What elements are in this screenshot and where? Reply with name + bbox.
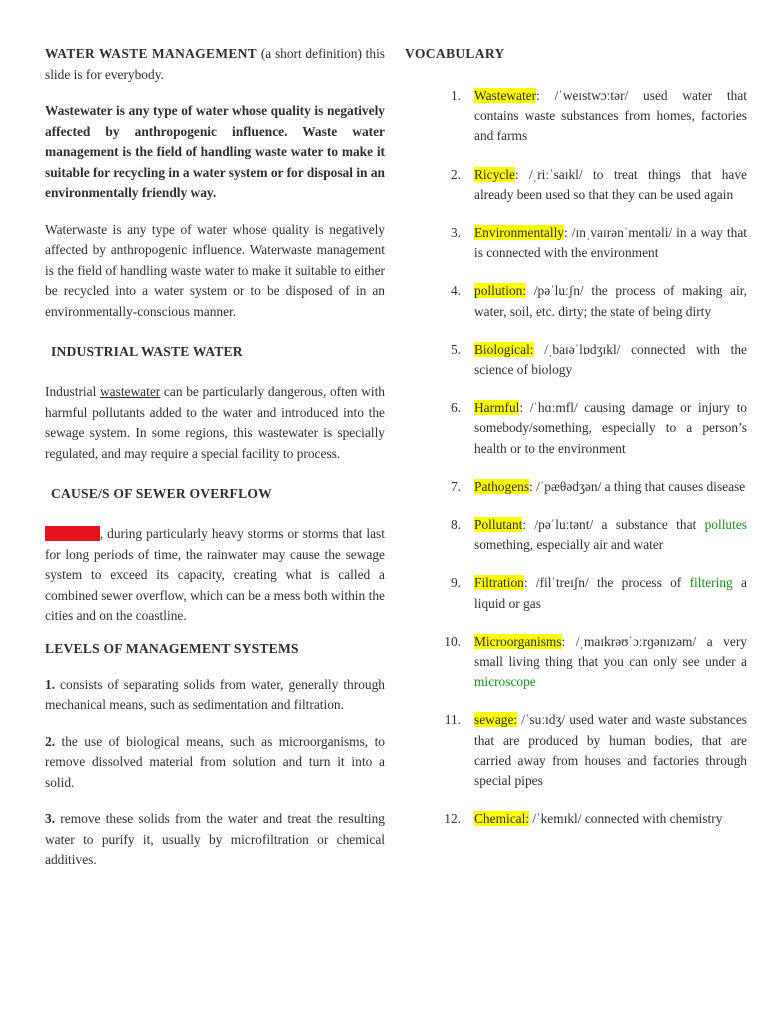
vocabulary-item (405, 710, 747, 791)
vocab-definition: /pəˈluːʃn/ the process of making air, water, soil, etc. dirty; the state of being dirty (474, 283, 747, 319)
vocabulary-item (405, 165, 747, 205)
vocabulary-list (405, 86, 747, 829)
level-text: the use of biological means, such as microorganisms, to remove dissolved material from solution and turn it into a solid. (45, 733, 385, 790)
item-number: 5. (450, 341, 461, 357)
intro-line (45, 44, 385, 85)
vocabulary-item (405, 632, 747, 693)
vocabulary-item (405, 223, 747, 263)
item-number: 6. (450, 400, 461, 416)
bold-definition: Wastewater is any type of water whose quality is negatively affected by anthropogenic influence. Waste water management is the field of handling waste water to make it suitable for recycling in a water system or for disposal in an environmentally friendly way. (45, 103, 385, 200)
overflow-paragraph (45, 524, 385, 627)
industrial-post: can be particularly dangerous, often with harmful pollutants added to the water and introduced into the sewage system. In some regions, this wastewater is specially regulated, and may require a special facility to process. (45, 384, 385, 461)
vocab-definition: /ˌbaɪəˈlɒdʒɪkl/ connected with the science of biology (474, 341, 747, 378)
vocab-definition: /ˈweɪstwɔːtər/ used water that contains waste substances from homes, factories and farms (474, 88, 747, 144)
vocab-definition: /ˈkemɪkl/ connected with chemistry (532, 811, 723, 827)
term-separator: : (522, 517, 535, 533)
term-separator (534, 342, 545, 357)
vocab-term: Pollutant (474, 517, 523, 533)
vocab-definition: /ˈhɑːmfl/ causing damage or injury to somebody/something, especially to a person’s health or to the environment (474, 400, 747, 456)
term-separator: : (523, 575, 536, 591)
level-item-2 (45, 732, 385, 794)
vocabulary-item (405, 398, 747, 459)
vocabulary-item (405, 809, 747, 829)
level-number: 2. (45, 733, 56, 749)
term-separator: : (514, 166, 530, 182)
level-text: consists of separating solids from water, generally through mechanical means, such as sedimentation and filtration. (45, 676, 385, 712)
levels-heading: LEVELS OF MANAGEMENT SYSTEMS (45, 640, 299, 656)
item-number: 7. (450, 478, 461, 494)
item-number: 3. (450, 225, 461, 241)
level-number: 1. (45, 676, 56, 692)
vocab-definition-end: something, especially air and water (474, 537, 664, 553)
vocab-term: Environmentally (474, 225, 564, 241)
overflow-heading: CAUSE/S OF SEWER OVERFLOW (51, 486, 272, 501)
term-separator: : (529, 478, 537, 494)
vocabulary-item (405, 281, 747, 321)
term-separator (526, 283, 534, 298)
wastewater-link[interactable]: wastewater (100, 384, 161, 399)
vocab-definition: /ˈpæθədʒən/ a thing that causes disease (536, 478, 746, 494)
item-number: 1. (450, 88, 461, 103)
vocabulary-heading: VOCABULARY (405, 46, 505, 61)
industrial-pre: Industrial (45, 384, 101, 399)
item-number: 4. (450, 283, 461, 299)
title-suffix: (a short definition) this slide is for everybody. (45, 46, 386, 82)
vocab-term: pollution: (474, 283, 527, 299)
vocab-definition: /ˈsuːɪdʒ/ used water and waste substances that are produced by human bodies, that are carried away from houses and factories through special pipes (474, 712, 747, 789)
term-separator: : (561, 633, 576, 649)
overflow-text: , during particularly heavy storms or storms that last for long periods of time, the rainwater may cause the sewage system to exceed its capacity, creating what is called a combined sewer overflow, which can be a mess both within the cities and on the coastline. (45, 526, 385, 623)
vocabulary-item (405, 515, 747, 555)
vocab-term: sewage: (474, 712, 518, 728)
vocab-definition: /filˈtreɪʃn/ the process of (535, 575, 690, 591)
vocab-term: Pathogens (474, 478, 530, 494)
level-text: remove these solids from the water and treat the resulting water to purify it, usually by microfiltration or chemical additives. (45, 811, 385, 867)
right-column (405, 44, 747, 829)
item-number: 8. (450, 517, 461, 533)
vocab-definition: /pəˈluːtənt/ a substance that (534, 517, 705, 533)
vocabulary-item (405, 477, 747, 497)
vocab-definition: /ˌriːˈsaɪkl/ to treat things that have already been used so that they can be used again (474, 166, 747, 202)
item-number: 11. (444, 712, 461, 728)
term-separator: : (519, 400, 530, 416)
vocabulary-item (405, 340, 747, 380)
vocab-term: Filtration (474, 575, 524, 591)
vocab-term: Biological: (474, 341, 534, 357)
term-separator: : (564, 225, 572, 241)
level-number: 3. (45, 811, 56, 826)
item-number: 10. (444, 633, 461, 649)
vocab-term: Wastewater (474, 88, 537, 103)
industrial-paragraph (45, 382, 385, 464)
vocab-term: Harmful (474, 400, 520, 416)
item-number: 2. (450, 166, 461, 182)
vocab-term: Microorganisms (474, 633, 562, 649)
vocabulary-item (405, 573, 747, 613)
industrial-heading: INDUSTRIAL WASTE WATER (51, 344, 243, 359)
redacted-highlight: as a result (45, 526, 100, 541)
vocab-definition: /ˌmaɪkrəʊˈɔːrɡənɪzəm/ a very small living thing that you can only see under a (474, 633, 747, 670)
vocab-definition-end: a liquid or gas (474, 575, 747, 611)
left-column (45, 44, 385, 871)
related-word-link[interactable]: microscope (474, 674, 536, 690)
level-item-1 (45, 675, 385, 716)
term-separator: : (536, 88, 555, 103)
related-word-link[interactable]: filtering (689, 575, 733, 591)
vocab-term: Chemical: (474, 811, 530, 827)
level-item-3 (45, 809, 385, 871)
definition-paragraph: Waterwaste is any type of water whose quality is negatively affected by anthropogenic influence. Waterwaste management is the field of handling waste water to make it suitable to either be recycled into a water system or to be disposed of in an environmentally-conscious manner. (45, 221, 385, 319)
item-number: 12. (444, 811, 461, 827)
vocabulary-item (405, 86, 747, 147)
vocab-term: Ricycle (474, 166, 515, 182)
document-title: WATER WASTE MANAGEMENT (45, 46, 258, 61)
item-number: 9. (450, 575, 461, 591)
vocab-definition: /ɪnˌvaɪrənˈmentəli/ in a way that is connected with the environment (474, 225, 747, 261)
related-word-link[interactable]: pollutes (704, 517, 747, 533)
